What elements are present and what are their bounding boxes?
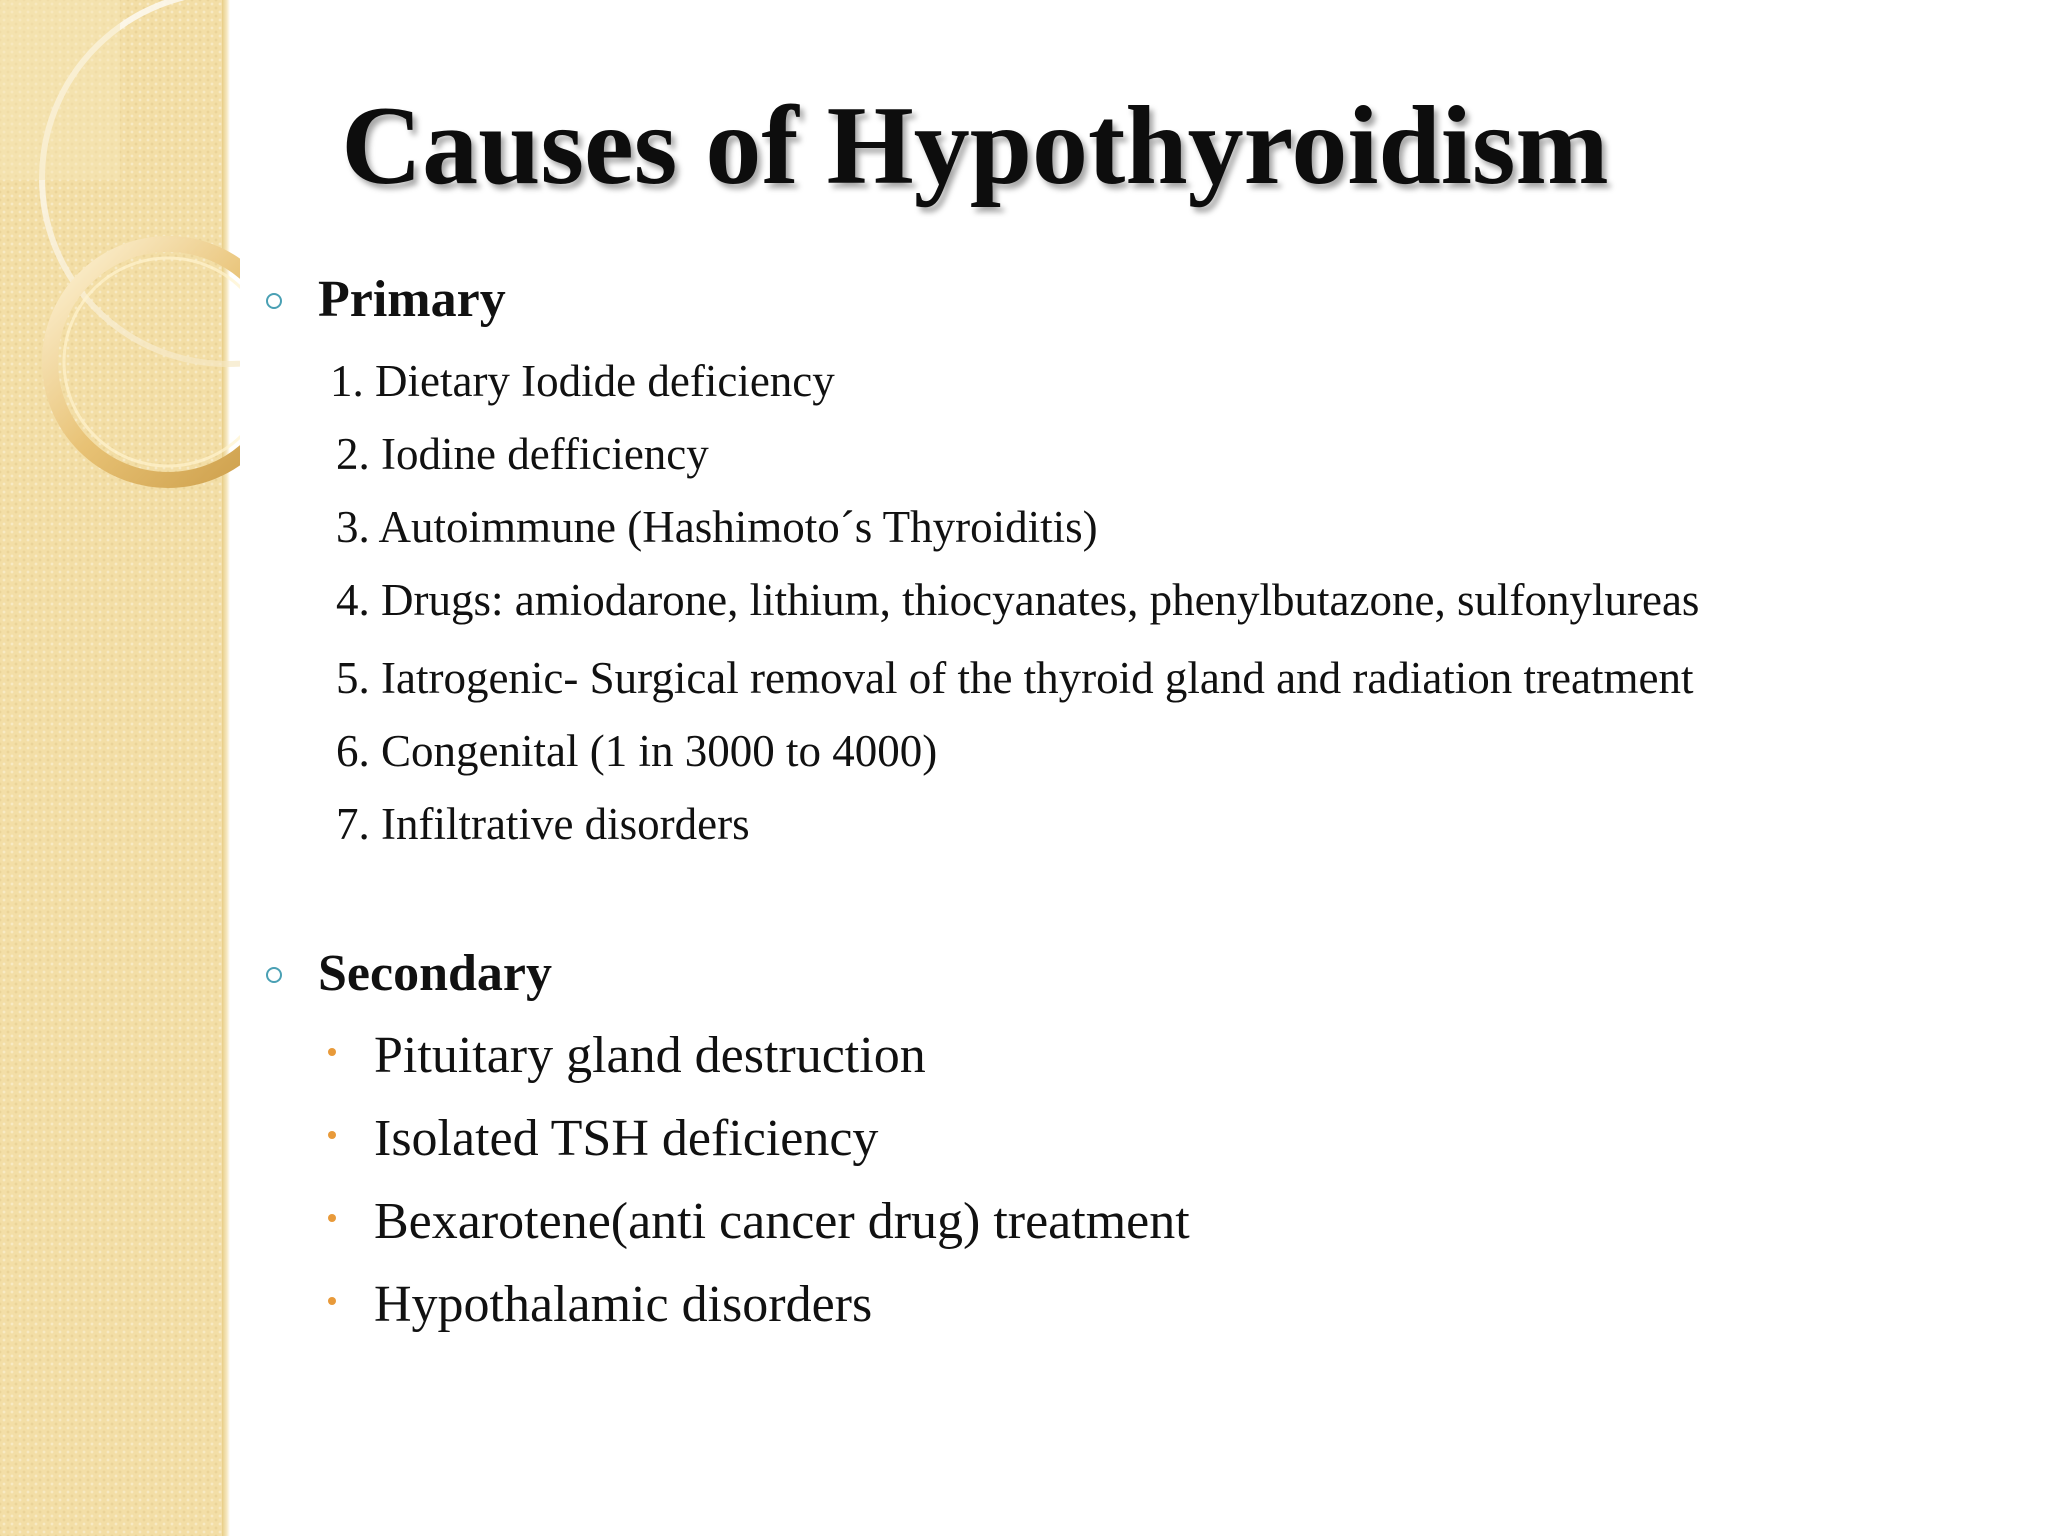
bullet-dot-icon	[328, 1214, 336, 1222]
bullet-dot-icon	[328, 1131, 336, 1139]
secondary-item-text: Bexarotene(anti cancer drug) treatment	[374, 1193, 1190, 1250]
bullet-dot-icon	[328, 1297, 336, 1305]
secondary-heading: Secondary	[318, 945, 552, 1002]
decorative-rings-icon	[0, 0, 240, 520]
circle-bullet-icon	[266, 293, 282, 309]
slide-title: Causes of Hypothyroidism	[341, 84, 1609, 208]
primary-item-5: 5. Iatrogenic- Surgical removal of the thyroid gland and radiation treatment	[336, 653, 1694, 703]
primary-item-1: 1. Dietary Iodide deficiency	[330, 356, 835, 406]
primary-item-3: 3. Autoimmune (Hashimoto´s Thyroiditis)	[336, 502, 1098, 552]
primary-item-7: 7. Infiltrative disorders	[336, 799, 750, 849]
bullet-dot-icon	[328, 1048, 336, 1056]
primary-item-6: 6. Congenital (1 in 3000 to 4000)	[336, 726, 938, 776]
secondary-item-text: Hypothalamic disorders	[374, 1276, 873, 1333]
primary-item-2: 2. Iodine defficiency	[336, 429, 709, 479]
primary-item-4: 4. Drugs: amiodarone, lithium, thiocyanates, phenylbutazone, sulfonylureas	[336, 575, 1700, 625]
circle-bullet-icon	[266, 967, 282, 983]
secondary-item-text: Pituitary gland destruction	[374, 1027, 926, 1084]
primary-heading: Primary	[318, 271, 506, 328]
secondary-item-text: Isolated TSH deficiency	[374, 1110, 879, 1167]
